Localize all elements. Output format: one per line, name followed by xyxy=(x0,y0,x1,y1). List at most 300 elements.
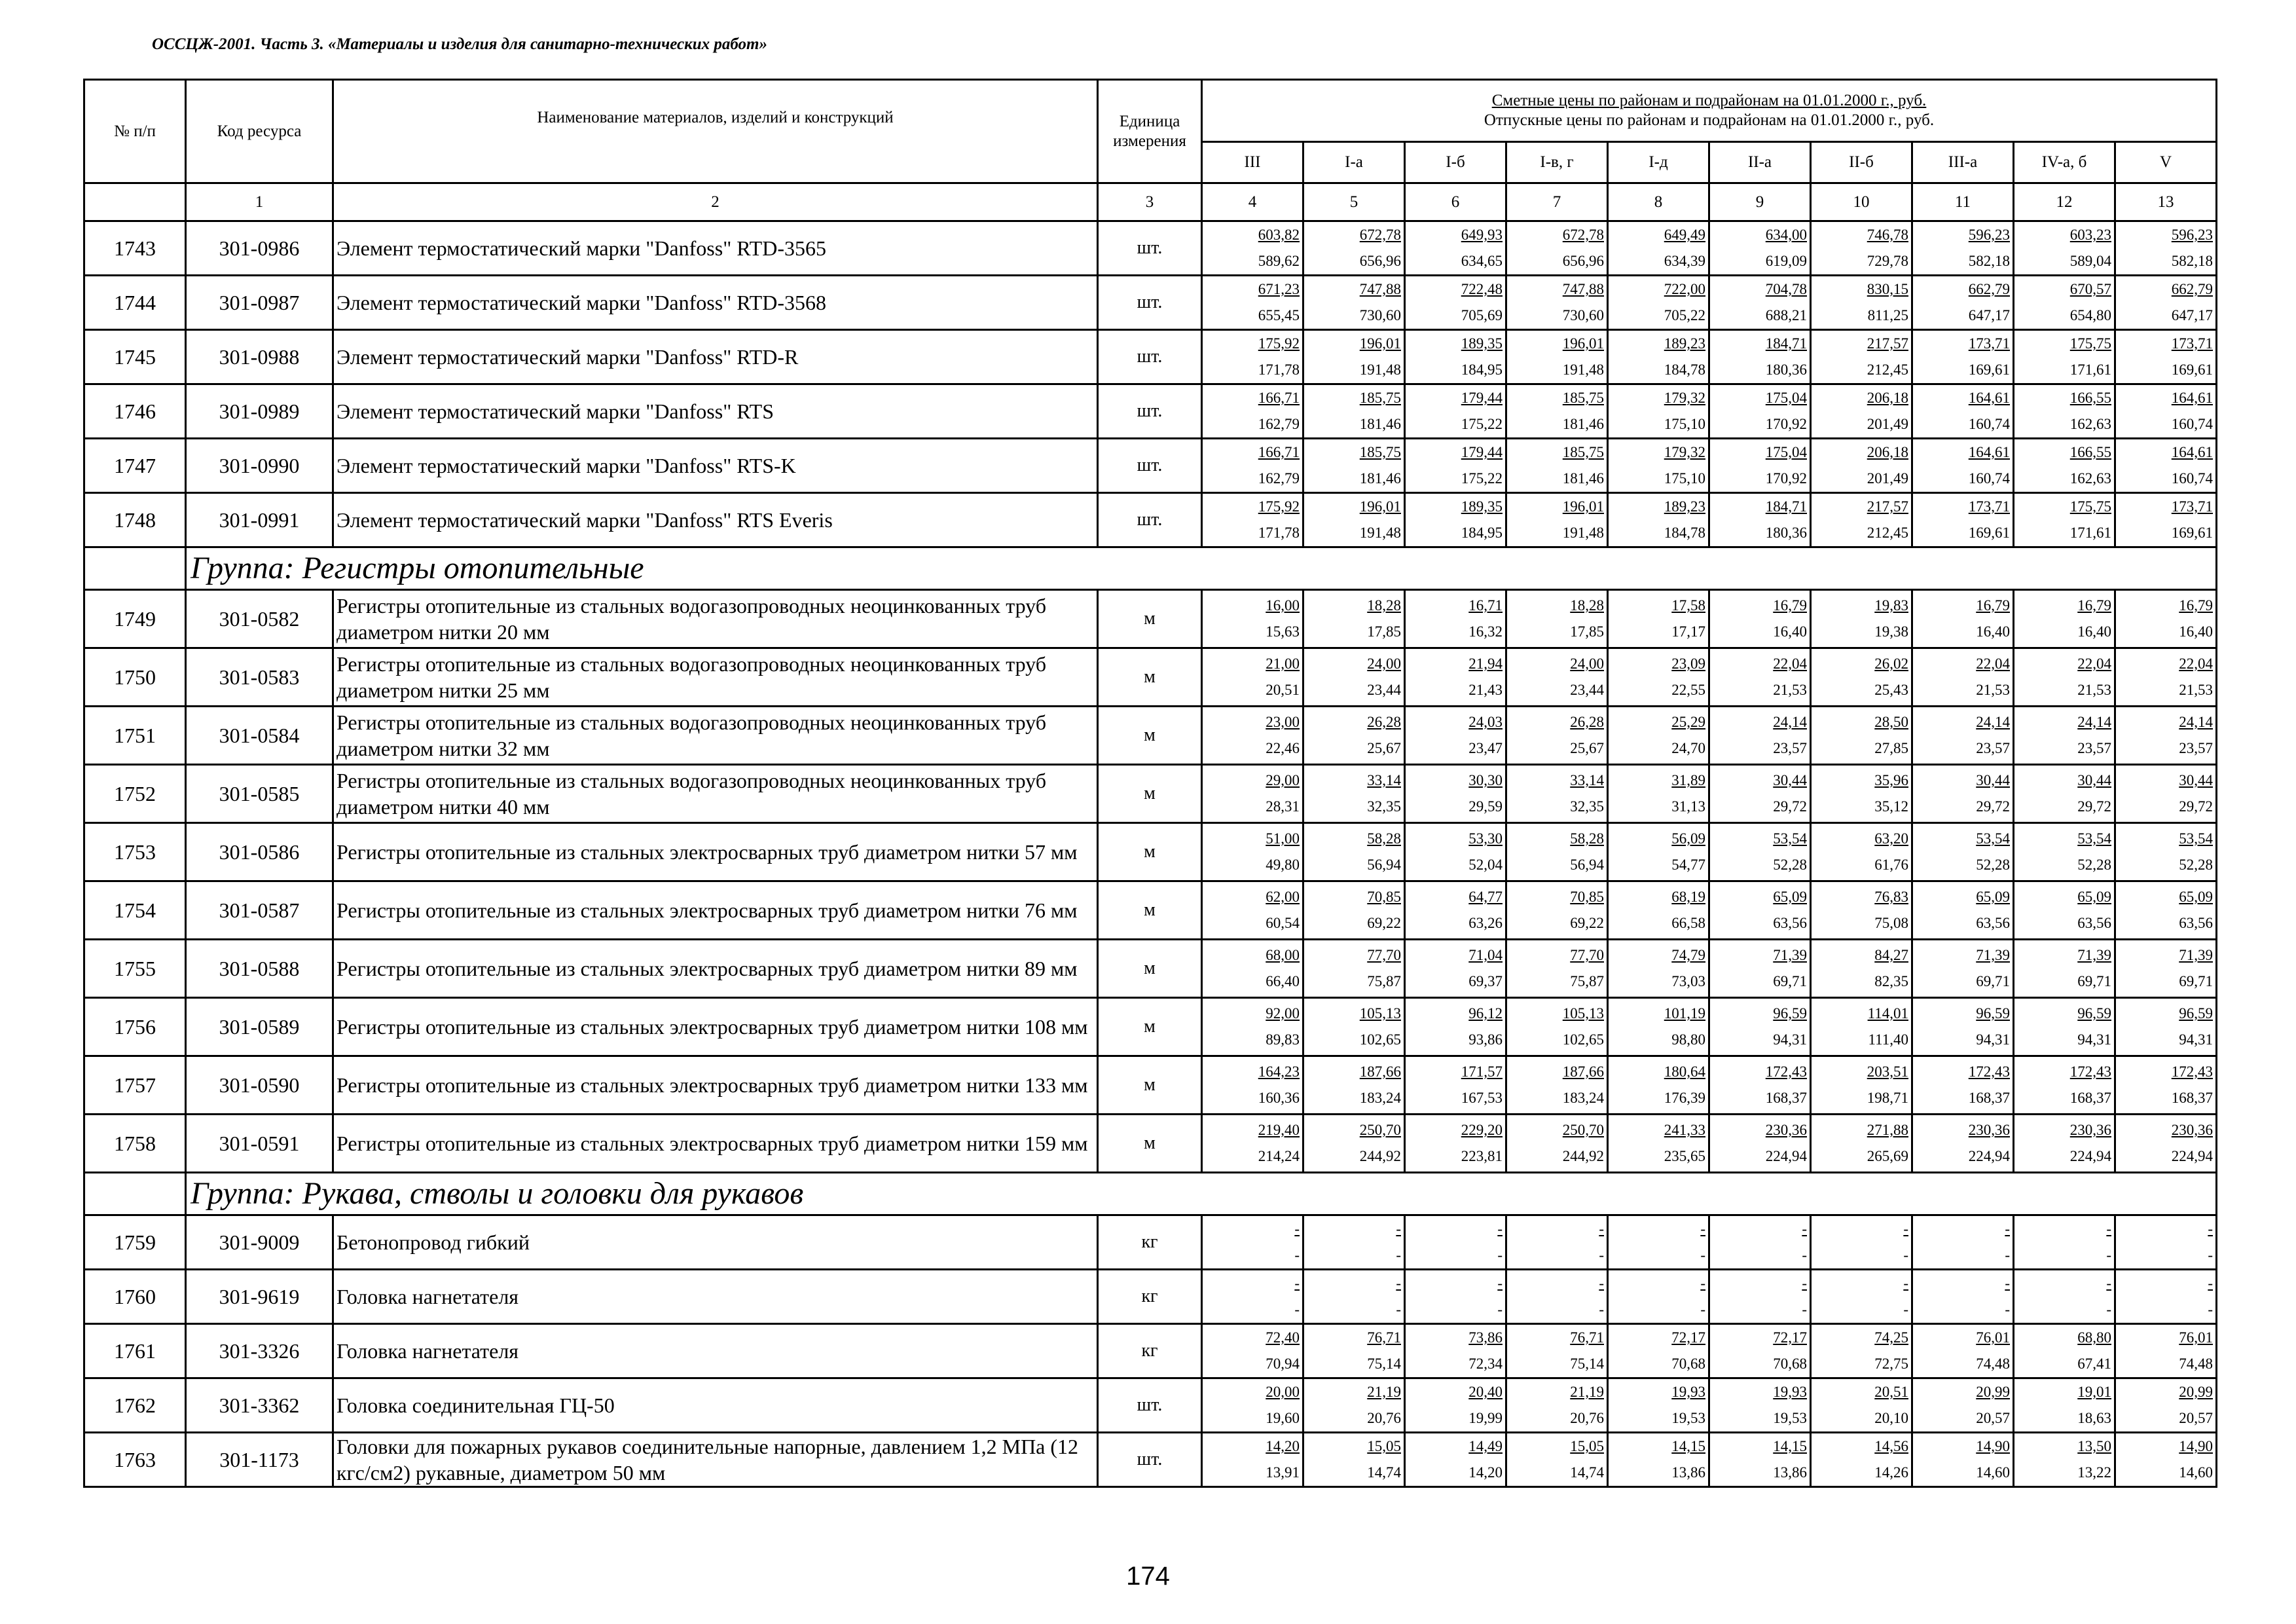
release-price: 16,40 xyxy=(2077,623,2111,640)
release-price: 20,57 xyxy=(2179,1410,2214,1426)
column-number-blank xyxy=(84,183,186,221)
price-cell xyxy=(1912,998,2014,1056)
item-unit: м xyxy=(1098,1056,1202,1115)
release-price: 16,40 xyxy=(1976,623,2010,640)
release-price: 224,94 xyxy=(2171,1148,2214,1164)
price-cell xyxy=(1811,940,1912,998)
price-cell xyxy=(1608,221,1709,276)
release-price: 94,31 xyxy=(1773,1031,1807,1048)
header-price-titles xyxy=(1202,80,2217,142)
release-price: 69,71 xyxy=(1976,973,2010,989)
price-cell xyxy=(1405,590,1506,648)
item-name: Регистры отопительные из стальных электросварных труб диаметром нитки 76 мм xyxy=(333,881,1098,940)
release-price: 168,37 xyxy=(1968,1090,2010,1106)
price-cell xyxy=(1811,1215,1912,1270)
price-cell xyxy=(1608,276,1709,330)
release-price: 25,67 xyxy=(1570,740,1604,756)
release-price: 25,67 xyxy=(1367,740,1401,756)
item-unit: м xyxy=(1098,940,1202,998)
price-cell xyxy=(1608,384,1709,439)
release-price: 162,63 xyxy=(2069,416,2111,432)
price-cell xyxy=(1202,1378,1303,1433)
price-cell xyxy=(1912,384,2014,439)
row-index: 1751 xyxy=(84,707,186,765)
estimate-price: 71,39 xyxy=(1976,947,2010,963)
release-price: 14,26 xyxy=(1874,1464,1908,1481)
release-price: 17,85 xyxy=(1367,623,1401,640)
item-name: Регистры отопительные из стальных электросварных труб диаметром нитки 89 мм xyxy=(333,940,1098,998)
price-cell xyxy=(1506,1215,1608,1270)
estimate-price: 30,44 xyxy=(1976,772,2010,788)
price-cell xyxy=(1405,1115,1506,1173)
price-cell xyxy=(1405,940,1506,998)
release-price: 93,86 xyxy=(1468,1031,1503,1048)
estimate-price: 230,36 xyxy=(2069,1122,2111,1138)
item-name: Регистры отопительные из стальных электросварных труб диаметром нитки 57 мм xyxy=(333,823,1098,881)
price-cell xyxy=(1608,1270,1709,1324)
resource-code: 301-0588 xyxy=(186,940,333,998)
release-price: 654,80 xyxy=(2069,307,2111,323)
release-price: - xyxy=(1294,1247,1300,1263)
release-price: 82,35 xyxy=(1874,973,1908,989)
estimate-price: 175,75 xyxy=(2069,498,2111,515)
estimate-price: 96,59 xyxy=(2179,1005,2214,1022)
release-price: 28,31 xyxy=(1266,798,1300,815)
estimate-price: 31,89 xyxy=(1671,772,1705,788)
estimate-price: 14,20 xyxy=(1266,1438,1300,1454)
item-unit: м xyxy=(1098,823,1202,881)
estimate-price: 596,23 xyxy=(2171,227,2214,243)
estimate-price: - xyxy=(1700,1221,1705,1237)
table-row xyxy=(84,1115,2217,1173)
estimate-price: - xyxy=(2208,1275,2214,1291)
price-cell xyxy=(1303,707,1405,765)
estimate-price: 217,57 xyxy=(1867,498,1908,515)
estimate-price: 179,32 xyxy=(1664,390,1705,406)
price-cell xyxy=(1709,221,1811,276)
release-price: 244,92 xyxy=(1562,1148,1604,1164)
release-price: 21,53 xyxy=(2179,682,2214,698)
estimate-price: - xyxy=(1396,1221,1401,1237)
release-price: 171,61 xyxy=(2069,361,2111,378)
release-price: 75,14 xyxy=(1367,1356,1401,1372)
header-no: № п/п xyxy=(84,80,186,183)
estimate-price: 74,25 xyxy=(1874,1329,1908,1346)
release-price: 235,65 xyxy=(1664,1148,1705,1164)
release-price: 25,43 xyxy=(1874,682,1908,698)
price-cell xyxy=(2014,1056,2115,1115)
estimate-price: 65,09 xyxy=(1976,889,2010,905)
release-price: 52,28 xyxy=(1773,857,1807,873)
release-price: 98,80 xyxy=(1671,1031,1705,1048)
header-release-title: Отпускные цены по районам и подрайонам на 01.01.2000 г., руб. xyxy=(1484,111,1935,129)
estimate-price: 596,23 xyxy=(1968,227,2010,243)
release-price: 730,60 xyxy=(1359,307,1401,323)
estimate-price: 65,09 xyxy=(2179,889,2214,905)
estimate-price: 173,71 xyxy=(1968,335,2010,352)
estimate-price: 23,00 xyxy=(1266,714,1300,730)
price-cell xyxy=(1811,881,1912,940)
release-price: 619,09 xyxy=(1765,253,1807,269)
price-cell xyxy=(1912,493,2014,547)
estimate-price: 603,23 xyxy=(2069,227,2111,243)
estimate-price: 71,39 xyxy=(1773,947,1807,963)
price-cell xyxy=(1303,940,1405,998)
price-cell xyxy=(1912,439,2014,493)
release-price: 191,48 xyxy=(1562,361,1604,378)
release-price: 183,24 xyxy=(1562,1090,1604,1106)
release-price: 29,72 xyxy=(2179,798,2214,815)
item-name: Головка нагнетателя xyxy=(333,1324,1098,1378)
price-cell xyxy=(2115,1270,2217,1324)
row-index: 1759 xyxy=(84,1215,186,1270)
estimate-price: 18,28 xyxy=(1570,597,1604,614)
column-number: 5 xyxy=(1303,183,1405,221)
price-cell xyxy=(1608,1433,1709,1487)
price-cell xyxy=(1303,221,1405,276)
price-cell xyxy=(1405,1056,1506,1115)
release-price: 184,95 xyxy=(1461,361,1503,378)
estimate-price: 166,55 xyxy=(2069,390,2111,406)
estimate-price: 672,78 xyxy=(1562,227,1604,243)
estimate-price: 603,82 xyxy=(1258,227,1300,243)
estimate-price: 662,79 xyxy=(2171,281,2214,297)
release-price: 75,87 xyxy=(1570,973,1604,989)
row-index: 1762 xyxy=(84,1378,186,1433)
release-price: 94,31 xyxy=(2077,1031,2111,1048)
item-unit: м xyxy=(1098,648,1202,707)
estimate-price: 172,43 xyxy=(1968,1063,2010,1080)
estimate-price: 219,40 xyxy=(1258,1122,1300,1138)
table-row xyxy=(84,1433,2217,1487)
price-cell xyxy=(2014,1324,2115,1378)
estimate-price: 662,79 xyxy=(1968,281,2010,297)
estimate-price: 22,04 xyxy=(2077,655,2111,672)
estimate-price: 24,03 xyxy=(1468,714,1503,730)
price-cell xyxy=(1811,1115,1912,1173)
table-row xyxy=(84,1324,2217,1378)
estimate-price: 164,61 xyxy=(2171,390,2214,406)
price-cell xyxy=(2014,590,2115,648)
district-header: I-а xyxy=(1303,142,1405,183)
estimate-price: 21,19 xyxy=(1570,1384,1604,1400)
column-number: 9 xyxy=(1709,183,1811,221)
release-price: - xyxy=(1294,1301,1300,1318)
table-row xyxy=(84,765,2217,823)
price-cell xyxy=(1709,276,1811,330)
release-price: 181,46 xyxy=(1359,470,1401,487)
release-price: 29,72 xyxy=(2077,798,2111,815)
estimate-price: 171,57 xyxy=(1461,1063,1503,1080)
estimate-price: 18,28 xyxy=(1367,597,1401,614)
price-cell xyxy=(1912,590,2014,648)
price-cell xyxy=(1506,493,1608,547)
estimate-price: 185,75 xyxy=(1562,390,1604,406)
price-cell xyxy=(1709,881,1811,940)
item-unit: м xyxy=(1098,1115,1202,1173)
price-cell xyxy=(2115,276,2217,330)
release-price: 265,69 xyxy=(1867,1148,1908,1164)
price-cell xyxy=(2115,881,2217,940)
release-price: 224,94 xyxy=(2069,1148,2111,1164)
estimate-price: 166,55 xyxy=(2069,444,2111,460)
item-name: Элемент термостатический марки "Danfoss" RTD-3565 xyxy=(333,221,1098,276)
estimate-price: 830,15 xyxy=(1867,281,1908,297)
release-price: 169,61 xyxy=(1968,361,2010,378)
estimate-price: 96,59 xyxy=(2077,1005,2111,1022)
item-name: Элемент термостатический марки "Danfoss" RTD-3568 xyxy=(333,276,1098,330)
item-name: Регистры отопительные из стальных водогазопроводных неоцинкованных труб диаметром нитки 40 мм xyxy=(333,765,1098,823)
release-price: - xyxy=(1396,1247,1401,1263)
estimate-price: 68,80 xyxy=(2077,1329,2111,1346)
resource-code: 301-0990 xyxy=(186,439,333,493)
estimate-price: 649,93 xyxy=(1461,227,1503,243)
release-price: - xyxy=(1903,1301,1908,1318)
estimate-price: 175,75 xyxy=(2069,335,2111,352)
estimate-price: 71,39 xyxy=(2179,947,2214,963)
release-price: 63,26 xyxy=(1468,915,1503,931)
release-price: - xyxy=(1903,1247,1908,1263)
estimate-price: 14,90 xyxy=(2179,1438,2214,1454)
release-price: 169,61 xyxy=(2171,525,2214,541)
price-cell xyxy=(1303,1270,1405,1324)
release-price: - xyxy=(1700,1247,1705,1263)
release-price: 23,57 xyxy=(2179,740,2214,756)
price-cell xyxy=(2115,707,2217,765)
row-index: 1748 xyxy=(84,493,186,547)
table-row xyxy=(84,940,2217,998)
item-name: Элемент термостатический марки "Danfoss" RTD-R xyxy=(333,330,1098,384)
release-price: 23,44 xyxy=(1367,682,1401,698)
release-price: 69,37 xyxy=(1468,973,1503,989)
estimate-price: 175,92 xyxy=(1258,335,1300,352)
resource-code: 301-3326 xyxy=(186,1324,333,1378)
release-price: 184,78 xyxy=(1664,525,1705,541)
district-header: V xyxy=(2115,142,2217,183)
estimate-price: 271,88 xyxy=(1867,1122,1908,1138)
estimate-price: - xyxy=(1396,1275,1401,1291)
estimate-price: 16,79 xyxy=(2179,597,2214,614)
release-price: - xyxy=(2208,1247,2214,1263)
estimate-price: 68,19 xyxy=(1671,889,1705,905)
price-cell xyxy=(1405,1378,1506,1433)
price-cell xyxy=(1912,823,2014,881)
release-price: - xyxy=(1396,1301,1401,1318)
release-price: 589,62 xyxy=(1258,253,1300,269)
price-cell xyxy=(1912,765,2014,823)
release-price: 54,77 xyxy=(1671,857,1705,873)
price-cell xyxy=(1202,1056,1303,1115)
estimate-price: 76,01 xyxy=(1976,1329,2010,1346)
resource-code: 301-0587 xyxy=(186,881,333,940)
price-cell xyxy=(1303,1324,1405,1378)
release-price: 52,04 xyxy=(1468,857,1503,873)
estimate-price: 196,01 xyxy=(1359,498,1401,515)
release-price: 70,94 xyxy=(1266,1356,1300,1372)
price-cell xyxy=(1608,707,1709,765)
price-cell xyxy=(1912,707,2014,765)
price-cell xyxy=(1202,1115,1303,1173)
estimate-price: 166,71 xyxy=(1258,390,1300,406)
header-unit: Единица измерения xyxy=(1098,80,1202,183)
table-row xyxy=(84,998,2217,1056)
price-cell xyxy=(1506,384,1608,439)
item-unit: шт. xyxy=(1098,1433,1202,1487)
estimate-price: 53,54 xyxy=(2077,830,2111,847)
district-header: I-б xyxy=(1405,142,1506,183)
release-price: - xyxy=(1802,1301,1807,1318)
price-cell xyxy=(2115,590,2217,648)
release-price: 74,48 xyxy=(1976,1356,2010,1372)
estimate-price: 24,14 xyxy=(1773,714,1807,730)
estimate-price: 105,13 xyxy=(1562,1005,1604,1022)
estimate-price: 53,54 xyxy=(1976,830,2010,847)
release-price: 63,56 xyxy=(2077,915,2111,931)
release-price: 111,40 xyxy=(1868,1031,1908,1048)
price-cell xyxy=(1202,276,1303,330)
estimate-price: 189,23 xyxy=(1664,498,1705,515)
estimate-price: - xyxy=(2106,1275,2111,1291)
estimate-price: 175,04 xyxy=(1765,390,1807,406)
estimate-price: 20,99 xyxy=(2179,1384,2214,1400)
release-price: 181,46 xyxy=(1562,416,1604,432)
table-row xyxy=(84,1378,2217,1433)
price-cell xyxy=(1202,881,1303,940)
estimate-price: 229,20 xyxy=(1461,1122,1503,1138)
estimate-price: - xyxy=(2005,1275,2010,1291)
estimate-price: 16,79 xyxy=(1773,597,1807,614)
estimate-price: 15,05 xyxy=(1570,1438,1604,1454)
estimate-price: 73,86 xyxy=(1468,1329,1503,1346)
price-cell xyxy=(1202,590,1303,648)
column-number: 13 xyxy=(2115,183,2217,221)
price-cell xyxy=(2014,707,2115,765)
price-cell xyxy=(1202,765,1303,823)
estimate-price: 672,78 xyxy=(1359,227,1401,243)
price-cell xyxy=(1303,881,1405,940)
release-price: 19,38 xyxy=(1874,623,1908,640)
price-cell xyxy=(1608,881,1709,940)
item-name: Элемент термостатический марки "Danfoss" RTS Everis xyxy=(333,493,1098,547)
price-cell xyxy=(2014,221,2115,276)
price-cell xyxy=(1709,1378,1811,1433)
estimate-price: - xyxy=(1802,1221,1807,1237)
release-price: 89,83 xyxy=(1266,1031,1300,1048)
resource-code: 301-0591 xyxy=(186,1115,333,1173)
item-unit: шт. xyxy=(1098,330,1202,384)
estimate-price: - xyxy=(1903,1275,1908,1291)
row-index: 1746 xyxy=(84,384,186,439)
estimate-price: - xyxy=(1700,1275,1705,1291)
release-price: 27,85 xyxy=(1874,740,1908,756)
release-price: 20,76 xyxy=(1570,1410,1604,1426)
release-price: 811,25 xyxy=(1867,307,1908,323)
estimate-price: - xyxy=(1294,1275,1300,1291)
price-cell xyxy=(1709,648,1811,707)
estimate-price: 56,09 xyxy=(1671,830,1705,847)
release-price: 70,68 xyxy=(1773,1356,1807,1372)
estimate-price: - xyxy=(1802,1275,1807,1291)
price-cell xyxy=(1202,1324,1303,1378)
estimate-price: 53,30 xyxy=(1468,830,1503,847)
price-cell xyxy=(1202,330,1303,384)
release-price: 170,92 xyxy=(1765,470,1807,487)
price-cell xyxy=(1608,1215,1709,1270)
estimate-price: - xyxy=(1294,1221,1300,1237)
release-price: 191,48 xyxy=(1562,525,1604,541)
column-number: 11 xyxy=(1912,183,2014,221)
price-cell xyxy=(2115,648,2217,707)
table-row xyxy=(84,707,2217,765)
group-title: Группа: Рукава, стволы и головки для рукавов xyxy=(186,1173,2217,1215)
estimate-price: 76,83 xyxy=(1874,889,1908,905)
price-cell xyxy=(1202,493,1303,547)
price-cell xyxy=(1506,590,1608,648)
price-cell xyxy=(1709,1433,1811,1487)
price-cell xyxy=(1405,707,1506,765)
estimate-price: 189,35 xyxy=(1461,335,1503,352)
release-price: 69,22 xyxy=(1570,915,1604,931)
release-price: 14,60 xyxy=(1976,1464,2010,1481)
release-price: 16,40 xyxy=(1773,623,1807,640)
price-cell xyxy=(1303,439,1405,493)
estimate-price: 71,39 xyxy=(2077,947,2111,963)
price-cell xyxy=(1303,1115,1405,1173)
price-cell xyxy=(1303,998,1405,1056)
release-price: 19,99 xyxy=(1468,1410,1503,1426)
estimate-price: 180,64 xyxy=(1664,1063,1705,1080)
estimate-price: 68,00 xyxy=(1266,947,1300,963)
item-name: Головки для пожарных рукавов соединительные напорные, давлением 1,2 МПа (12 кгс/см2) рукавные, диаметром 50 мм xyxy=(333,1433,1098,1487)
release-price: 169,61 xyxy=(1968,525,2010,541)
price-cell xyxy=(2115,823,2217,881)
document-header: ОССЦЖ-2001. Часть 3. «Материалы и изделия для санитарно-технических работ» xyxy=(152,35,767,53)
price-cell xyxy=(2014,1270,2115,1324)
group-blank-cell xyxy=(84,547,186,590)
release-price: 22,55 xyxy=(1671,682,1705,698)
estimate-price: 722,00 xyxy=(1664,281,1705,297)
price-cell xyxy=(2115,1215,2217,1270)
estimate-price: 14,56 xyxy=(1874,1438,1908,1454)
table-row xyxy=(84,1215,2217,1270)
estimate-price: 20,00 xyxy=(1266,1384,1300,1400)
price-cell xyxy=(1608,439,1709,493)
release-price: 589,04 xyxy=(2069,253,2111,269)
price-cell xyxy=(1811,221,1912,276)
price-cell xyxy=(1709,1270,1811,1324)
release-price: 20,51 xyxy=(1266,682,1300,698)
item-unit: шт. xyxy=(1098,221,1202,276)
price-cell xyxy=(1303,823,1405,881)
estimate-price: 189,23 xyxy=(1664,335,1705,352)
release-price: 66,58 xyxy=(1671,915,1705,931)
price-cell xyxy=(2014,881,2115,940)
estimate-price: 76,71 xyxy=(1570,1329,1604,1346)
release-price: 14,74 xyxy=(1570,1464,1604,1481)
estimate-price: 185,75 xyxy=(1562,444,1604,460)
release-price: 13,91 xyxy=(1266,1464,1300,1481)
price-cell xyxy=(2014,439,2115,493)
item-name: Регистры отопительные из стальных водогазопроводных неоцинкованных труб диаметром нитки 25 мм xyxy=(333,648,1098,707)
price-cell xyxy=(1811,590,1912,648)
price-cell xyxy=(1303,384,1405,439)
release-price: 21,53 xyxy=(1773,682,1807,698)
release-price: 171,61 xyxy=(2069,525,2111,541)
price-cell xyxy=(1811,648,1912,707)
estimate-price: 179,44 xyxy=(1461,390,1503,406)
estimate-price: 35,96 xyxy=(1874,772,1908,788)
estimate-price: 62,00 xyxy=(1266,889,1300,905)
